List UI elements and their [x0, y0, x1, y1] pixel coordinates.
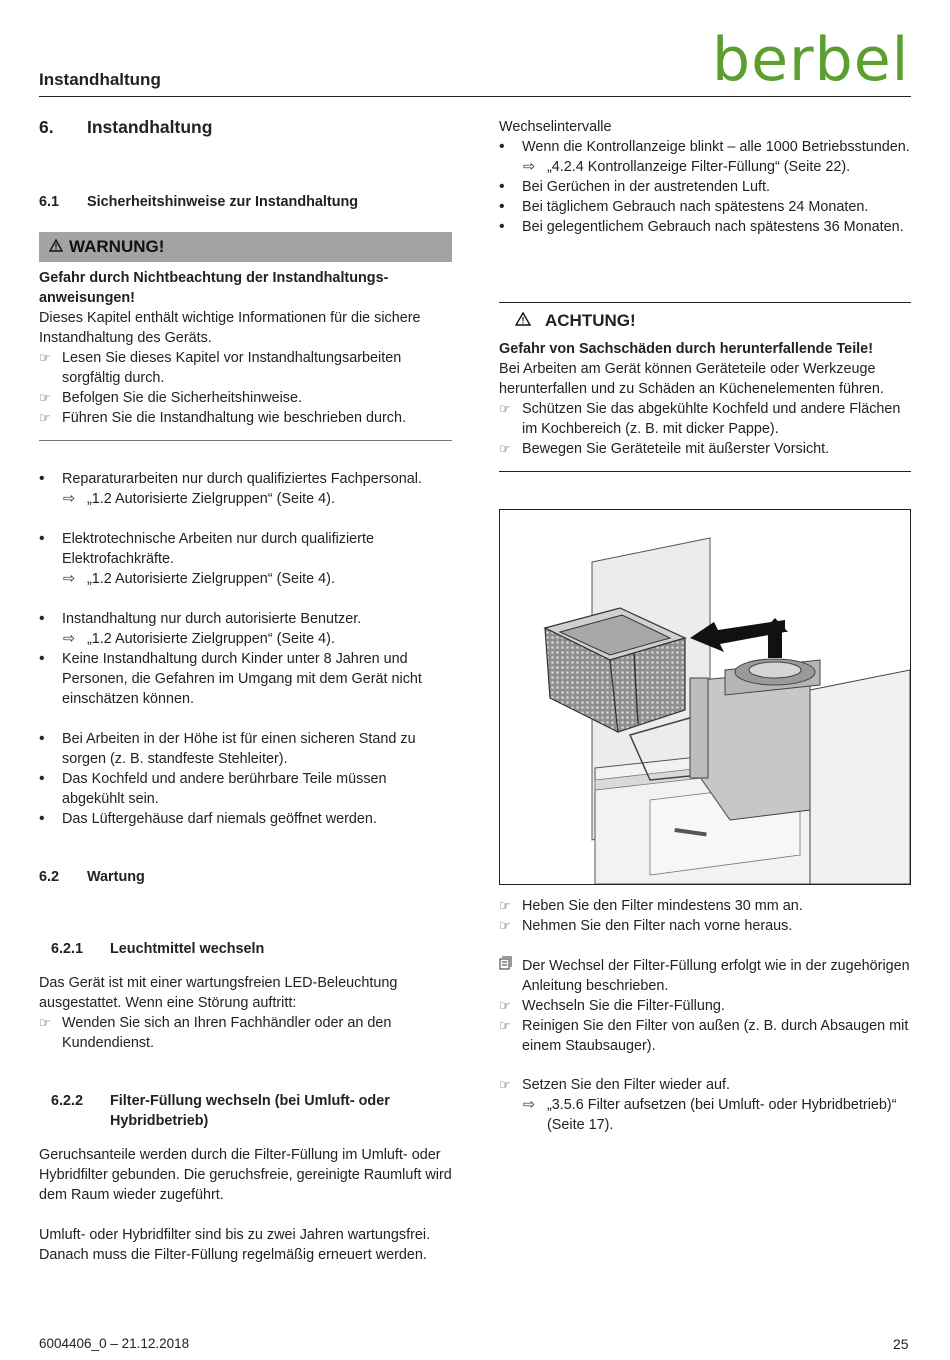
section-6-2-1-body — [39, 973, 452, 1053]
list-item: ☞ Wechseln Sie die Filter-Füllung. — [499, 998, 725, 1014]
pointing-hand-icon: ☞ — [499, 1018, 511, 1033]
bullet-icon: • — [499, 218, 505, 235]
list-item: • Reparaturarbeiten nur durch qualifiziertes Fachpersonal. — [39, 470, 422, 487]
heading-text: Leuchtmittel wechseln — [110, 941, 265, 957]
pointing-hand-icon: ☞ — [499, 401, 511, 416]
heading-6-2 — [39, 867, 452, 887]
safety-list-4 — [39, 729, 452, 829]
pointing-hand-icon: ☞ — [39, 350, 51, 365]
reference-item: ⇨ „1.2 Autorisierte Zielgruppen“ (Seite 4). — [63, 571, 335, 587]
page-section-title: Instandhaltung — [39, 70, 161, 89]
reference-arrow-icon: ⇨ — [63, 571, 76, 587]
bullet-icon: • — [39, 610, 45, 627]
filter-steps-2 — [499, 956, 911, 1056]
reference-item: ⇨ „1.2 Autorisierte Zielgruppen“ (Seite 4). — [63, 631, 335, 647]
pointing-hand-icon: ☞ — [499, 1077, 511, 1092]
intervals-title: Wechselintervalle — [499, 119, 612, 135]
list-item: • Bei Arbeiten in der Höhe ist für einen sicheren Stand zu sorgen (z. B. standfeste Stehleiter). — [39, 730, 416, 767]
list-item: • Elektrotechnische Arbeiten nur durch qualifizierte Elektrofachkräfte. — [39, 530, 374, 567]
reference-item: ⇨ „4.2.4 Kontrollanzeige Filter-Füllung“ (Seite 22). — [523, 159, 851, 175]
reference-arrow-icon: ⇨ — [523, 1097, 536, 1113]
section-6-2-2-body — [39, 1145, 452, 1205]
bullet-icon: • — [39, 810, 45, 827]
reference-arrow-icon: ⇨ — [523, 159, 536, 175]
pointing-hand-icon: ☞ — [499, 918, 511, 933]
caution-heading: Gefahr von Sachschäden durch herunterfallende Teile! — [499, 341, 873, 357]
list-item: ☞ Bewegen Sie Geräteteile mit äußerster Vorsicht. — [499, 441, 830, 457]
heading-6-2-2 — [51, 1091, 451, 1131]
heading-6-1 — [39, 192, 452, 212]
list-item: ☞ Reinigen Sie den Filter von außen (z. B. durch Absaugen mit einem Staubsauger). — [499, 1018, 909, 1054]
list-item: • Bei gelegentlichem Gebrauch nach spätestens 36 Monaten. — [499, 218, 904, 235]
caution-label: ACHTUNG! — [545, 311, 636, 330]
warning-box — [39, 232, 452, 428]
caution-text: Bei Arbeiten am Gerät können Geräteteile oder Werkzeuge herunterfallen und zu Schäden an Küchenelementen führen. — [499, 361, 884, 397]
filter-removal-drawing — [500, 510, 910, 884]
bullet-icon: • — [39, 730, 45, 747]
heading-text: Sicherheitshinweise zur Instandhaltung — [87, 194, 359, 210]
reference-item: ⇨ „1.2 Autorisierte Zielgruppen“ (Seite 4). — [63, 491, 335, 507]
list-item: ☞ Befolgen Sie die Sicherheitshinweise. — [39, 390, 302, 406]
bullet-icon: • — [499, 138, 505, 155]
warning-heading: Gefahr durch Nichtbeachtung der Instandhaltungsanweisungen! — [39, 270, 389, 306]
bullet-icon: • — [499, 198, 505, 215]
paragraph: Geruchsanteile werden durch die Filter-Füllung im Umluft- oder Hybridfilter gebunden. Die geruchsfreie, gereinigte Raumluft wird dem Raum wieder zugeführt. — [39, 1147, 452, 1203]
list-item: ☞ Nehmen Sie den Filter nach vorne heraus. — [499, 918, 793, 934]
warning-bar — [39, 232, 452, 262]
list-item: ☞ Führen Sie die Instandhaltung wie beschrieben durch. — [39, 410, 406, 426]
bullet-icon: • — [39, 770, 45, 787]
berbel-logo: berbel — [712, 25, 910, 95]
bullet-icon: • — [39, 650, 45, 667]
heading-number: 6.2.2 — [51, 1093, 84, 1109]
heading-number: 6.2.1 — [51, 941, 84, 957]
list-item: ☞ Schützen Sie das abgekühlte Kochfeld und andere Flächen im Kochbereich (z. B. mit dicker Pappe). — [499, 401, 901, 437]
list-item: • Bei täglichem Gebrauch nach spätestens 24 Monaten. — [499, 198, 869, 215]
list-item: ☞ Lesen Sie dieses Kapitel vor Instandhaltungsarbeiten sorgfältig durch. — [39, 350, 402, 386]
caution-bottom-rule — [499, 471, 911, 472]
filter-steps-3 — [499, 1075, 911, 1135]
warning-triangle-icon — [49, 232, 69, 262]
list-item: • Keine Instandhaltung durch Kinder unter 8 Jahren und Personen, die Gefahren im Umgang mit dem Gerät nicht einschätzen können. — [39, 650, 422, 707]
pointing-hand-icon: ☞ — [39, 410, 51, 425]
heading-text: Filter-Füllung wechseln (bei Umluft- oder Hybridbetrieb) — [110, 1093, 390, 1129]
filter-removal-illustration — [499, 509, 911, 885]
list-item: ☞ Heben Sie den Filter mindestens 30 mm an. — [499, 898, 803, 914]
pointing-hand-icon: ☞ — [499, 441, 511, 456]
heading-text: Wartung — [87, 869, 145, 885]
section-6-2-2-body-2 — [39, 1225, 452, 1265]
warning-triangle-icon — [515, 303, 545, 339]
warning-label: WARNUNG! — [69, 237, 165, 256]
warning-end-rule — [39, 440, 452, 441]
list-item: • Wenn die Kontrollanzeige blinkt – alle 1000 Betriebsstunden. — [499, 138, 910, 155]
caution-title — [499, 303, 911, 339]
intervals-block — [499, 117, 911, 237]
bullet-icon: • — [39, 470, 45, 487]
bullet-icon: • — [499, 178, 505, 195]
filter-steps-1 — [499, 896, 911, 936]
reference-arrow-icon: ⇨ — [63, 631, 76, 647]
paragraph: Umluft- oder Hybridfilter sind bis zu zwei Jahren wartungsfrei. Danach muss die Filter-Füllung regelmäßig erneuert werden. — [39, 1227, 431, 1263]
list-item: • Das Kochfeld und andere berührbare Teile müssen abgekühlt sein. — [39, 770, 387, 807]
note-icon — [499, 956, 519, 976]
heading-number: 6.2 — [39, 869, 60, 885]
heading-text: Instandhaltung — [87, 117, 213, 137]
list-item: ☞ Wenden Sie sich an Ihren Fachhändler oder an den Kundendienst. — [39, 1015, 392, 1051]
pointing-hand-icon: ☞ — [499, 998, 511, 1013]
paragraph: Das Gerät ist mit einer wartungsfreien LED-Beleuchtung ausgestattet. Wenn eine Störung auftritt: — [39, 975, 398, 1011]
safety-list-3 — [39, 609, 452, 709]
pointing-hand-icon: ☞ — [39, 390, 51, 405]
document-id: 6004406_0 – 21.12.2018 — [39, 1336, 190, 1351]
header-rule — [39, 96, 911, 97]
safety-list-2 — [39, 529, 452, 589]
list-item: • Das Lüftergehäuse darf niemals geöffnet werden. — [39, 810, 377, 827]
heading-6 — [39, 117, 452, 137]
heading-number: 6.1 — [39, 194, 60, 210]
heading-6-2-1 — [51, 939, 451, 959]
reference-item: ⇨ „3.5.6 Filter aufsetzen (bei Umluft- oder Hybridbetrieb)“ (Seite 17). — [523, 1097, 897, 1133]
page-number: 25 — [893, 1336, 909, 1352]
list-item: • Bei Gerüchen in der austretenden Luft. — [499, 178, 770, 195]
list-item: • Instandhaltung nur durch autorisierte Benutzer. — [39, 610, 362, 627]
warning-text: Dieses Kapitel enthält wichtige Informationen für die sichere Instandhaltung des Geräts. — [39, 310, 421, 346]
pointing-hand-icon: ☞ — [39, 1015, 51, 1030]
safety-list-1 — [39, 469, 452, 509]
list-item: ☞ Setzen Sie den Filter wieder auf. — [499, 1077, 730, 1093]
pointing-hand-icon: ☞ — [499, 898, 511, 913]
bullet-icon: • — [39, 530, 45, 547]
note-item: Der Wechsel der Filter-Füllung erfolgt wie in der zugehörigen Anleitung beschrieben. — [499, 956, 911, 996]
caution-box — [499, 303, 911, 459]
heading-number: 6. — [39, 117, 54, 137]
reference-arrow-icon: ⇨ — [63, 491, 76, 507]
